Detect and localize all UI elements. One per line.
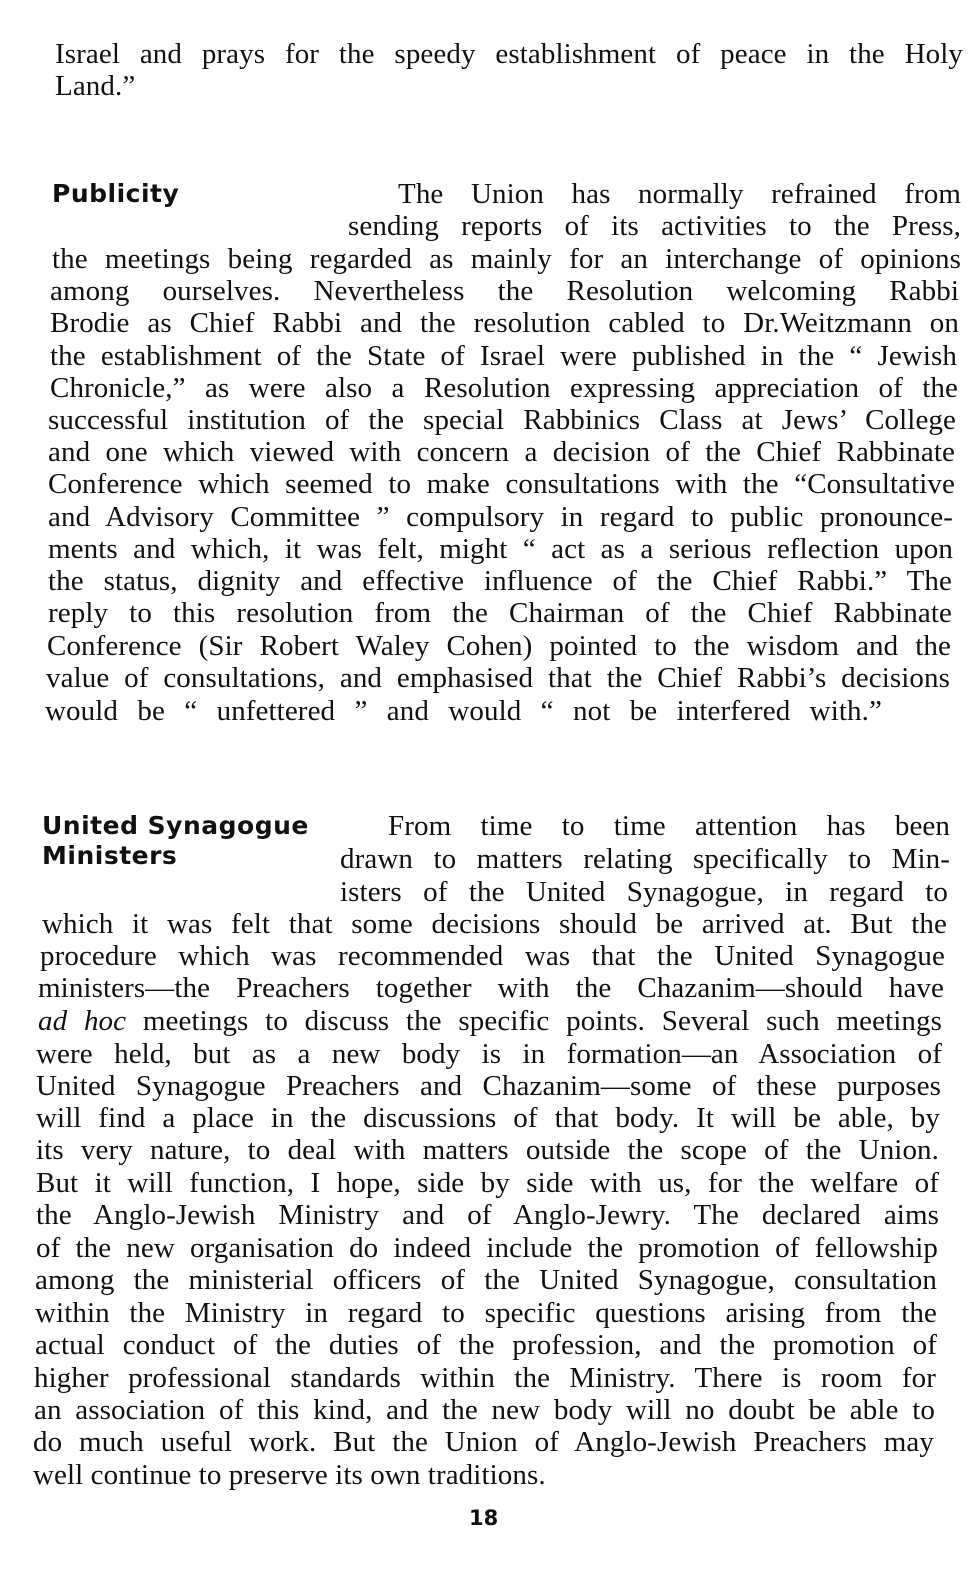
publicity-line-14: reply to this resolution from the Chairman of the Chief Rabbinate: [48, 597, 952, 629]
ministers-line-9: United Synagogue Preachers and Chazanim—some of these purposes: [36, 1070, 941, 1102]
ministers-line-3: isters of the United Synagogue, in regard to: [340, 876, 948, 908]
publicity-line-13: the status, dignity and effective influence of the Chief Rabbi.” The: [48, 565, 952, 597]
publicity-line-2: sending reports of its activities to the Press,: [348, 210, 961, 242]
ministers-line-7-text: meetings to discuss the specific points. Several such meetings: [126, 1005, 942, 1037]
ministers-line-5: procedure which was recommended was that the United Synagogue: [40, 940, 945, 972]
publicity-line-17: would be “ unfettered ” and would “ not be interfered with.”: [45, 695, 882, 727]
ministers-line-18: higher professional standards within the Ministry. There is room for: [34, 1362, 936, 1394]
intro-line-1: Israel and prays for the speedy establishment of peace in the Holy: [55, 38, 963, 70]
ministers-line-19: an association of this kind, and the new body will no doubt be able to: [34, 1394, 935, 1426]
ministers-line-4: which it was felt that some decisions should be arrived at. But the: [42, 908, 947, 940]
publicity-line-15: Conference (Sir Robert Waley Cohen) pointed to the wisdom and the: [47, 630, 951, 662]
ministers-line-7: [38, 1005, 942, 1037]
ministers-line-20: do much useful work. But the Union of Anglo-Jewish Preachers may: [33, 1426, 934, 1458]
ministers-heading-line-2: Ministers: [42, 841, 178, 870]
publicity-line-5: Brodie as Chief Rabbi and the resolution cabled to Dr.Weitzmann on: [50, 307, 959, 339]
publicity-line-12: ments and which, it was felt, might “ act as a serious reflection upon: [48, 533, 953, 565]
ministers-line-2: drawn to matters relating specifically to Min-: [340, 843, 950, 875]
ministers-line-17: actual conduct of the duties of the profession, and the promotion of: [35, 1329, 937, 1361]
intro-line-2: Land.”: [55, 70, 136, 102]
ministers-line-10: will find a place in the discussions of that body. It will be able, by: [36, 1102, 940, 1134]
page-number: 18: [469, 1506, 499, 1530]
publicity-line-3: the meetings being regarded as mainly for an interchange of opinions: [52, 243, 961, 275]
publicity-line-7: Chronicle,” as were also a Resolution expressing appreciation of the: [50, 372, 958, 404]
publicity-line-16: value of consultations, and emphasised that the Chief Rabbi’s decisions: [46, 662, 950, 694]
publicity-line-4: among ourselves. Nevertheless the Resolution welcoming Rabbi: [50, 275, 959, 307]
ministers-line-13: the Anglo-Jewish Ministry and of Anglo-Jewry. The declared aims: [36, 1199, 939, 1231]
publicity-line-6: the establishment of the State of Israel were published in the “ Jewish: [50, 340, 957, 372]
ministers-line-14: of the new organisation do indeed include the promotion of fellowship: [36, 1232, 938, 1264]
ministers-line-11: its very nature, to deal with matters outside the scope of the Union.: [36, 1134, 939, 1166]
ad-hoc-italic: ad hoc: [38, 1005, 127, 1037]
publicity-line-10: Conference which seemed to make consultations with the “Consultative: [48, 468, 955, 500]
publicity-line-9: and one which viewed with concern a decision of the Chief Rabbinate: [48, 436, 955, 468]
ministers-line-8: were held, but as a new body is in formation—an Association of: [36, 1038, 942, 1070]
ministers-line-15: among the ministerial officers of the United Synagogue, consultation: [35, 1264, 937, 1296]
publicity-line-1: The Union has normally refrained from: [398, 178, 961, 210]
ministers-line-12: But it will function, I hope, side by side with us, for the welfare of: [36, 1167, 939, 1199]
publicity-line-8: successful institution of the special Rabbinics Class at Jews’ College: [48, 404, 956, 436]
ministers-line-21: well continue to preserve its own traditions.: [33, 1459, 546, 1491]
ministers-line-1: From time to time attention has been: [388, 810, 950, 842]
ministers-heading-line-1: United Synagogue: [42, 811, 309, 840]
publicity-heading: Publicity: [52, 179, 180, 208]
ministers-line-6: ministers—the Preachers together with the Chazanim—should have: [38, 972, 944, 1004]
publicity-line-11: and Advisory Committee ” compulsory in regard to public pronounce-: [48, 501, 953, 533]
ministers-line-16: within the Ministry in regard to specific questions arising from the: [35, 1297, 937, 1329]
